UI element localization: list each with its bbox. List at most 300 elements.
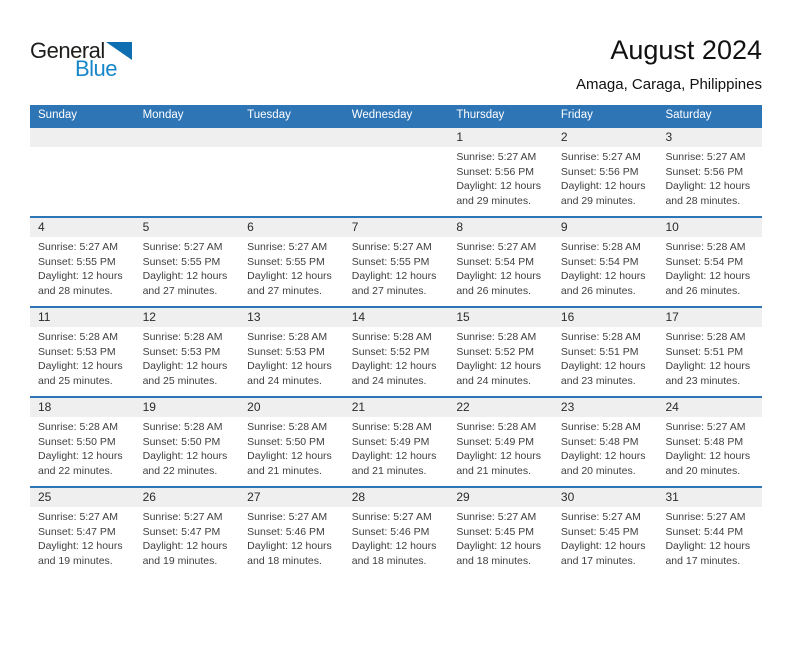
daylight-line-text: Daylight: (38, 270, 79, 282)
sunset-line-text: 5:52 PM (390, 345, 430, 358)
sunrise-line (38, 510, 131, 525)
daylight-line-2 (665, 464, 758, 479)
daylight-line-text: 12 hours (604, 270, 646, 282)
daylight-line-2-text: and 17 minutes. (665, 554, 741, 567)
sunrise-line-text: 5:27 AM (706, 511, 746, 523)
empty-day-cell (239, 128, 344, 147)
sunrise-line (38, 420, 131, 435)
daylight-line-text: 12 hours (395, 540, 437, 552)
daylight-line (561, 449, 654, 464)
day-cell-info (30, 327, 135, 388)
day-cell-info (239, 327, 344, 388)
daylight-line-2 (456, 284, 549, 299)
day-cell-info (657, 237, 762, 298)
sunset-line (247, 435, 340, 450)
empty-day-info (30, 147, 135, 208)
sunrise-line-text: Sunrise: (560, 151, 600, 163)
daylight-line-2-text: and 25 minutes. (142, 374, 218, 387)
sunrise-line-text: Sunrise: (665, 331, 704, 343)
daylight-line-text: Daylight: (38, 540, 79, 552)
day-number: 3 (665, 130, 673, 144)
daylight-line-2 (665, 554, 758, 569)
sunrise-line-text: Sunrise: (38, 421, 77, 433)
day-number: 6 (247, 220, 254, 234)
day-number: 4 (38, 220, 45, 234)
sunrise-line-text: Sunrise: (38, 511, 77, 523)
daylight-line-text: Daylight: (665, 540, 707, 552)
day-number: 19 (142, 400, 156, 414)
sunrise-line-text: 5:27 AM (706, 151, 746, 163)
daylight-line-text: Daylight: (456, 270, 498, 282)
date-band (30, 218, 762, 237)
sunset-line-text: Sunset: (351, 435, 388, 448)
daylight-line (38, 269, 131, 284)
daylight-line-2-text: and 23 minutes. (665, 374, 741, 387)
sunset-line-text: Sunset: (456, 255, 492, 268)
sunrise-line-text: 5:27 AM (79, 511, 118, 523)
daylight-line-2-text: and 24 minutes. (456, 374, 532, 387)
calendar-page (0, 34, 792, 646)
daylight-line (456, 359, 549, 374)
day-cell-info (448, 417, 553, 478)
sunrise-line-text: Sunrise: (247, 241, 286, 253)
day-cell-info (30, 507, 135, 568)
day-number: 30 (560, 490, 575, 504)
day-cell-info (344, 327, 449, 388)
daylight-line-2 (665, 374, 758, 389)
sunset-line-text: Sunset: (38, 525, 74, 538)
day-number: 28 (351, 490, 366, 504)
daylight-line-2 (38, 554, 131, 569)
daylight-line-text: Daylight: (351, 360, 393, 372)
week-row (30, 396, 762, 486)
sunrise-line (456, 510, 549, 525)
sunrise-line (665, 150, 758, 165)
daylight-line-text: Daylight: (560, 180, 602, 192)
daylight-line-2 (247, 284, 340, 299)
daylight-line (456, 269, 549, 284)
sunset-line-text: Sunset: (665, 345, 702, 358)
sunrise-line-text: 5:28 AM (497, 421, 537, 433)
sunrise-line-text: Sunrise: (142, 331, 182, 343)
sunrise-line-text: Sunrise: (456, 331, 495, 343)
sunrise-line-text: 5:27 AM (602, 151, 641, 163)
sunset-line-text: Sunset: (456, 165, 492, 178)
sunrise-line-text: Sunrise: (560, 511, 600, 523)
daylight-line-text: Daylight: (665, 270, 707, 282)
sunset-line-text: 5:55 PM (390, 255, 430, 268)
daylight-line (38, 359, 131, 374)
sunrise-line-text: 5:28 AM (706, 331, 746, 343)
sunset-line (352, 525, 445, 540)
sunrise-line-text: 5:27 AM (497, 151, 537, 163)
day-number: 17 (665, 310, 679, 324)
sunrise-line-text: 5:28 AM (79, 331, 118, 343)
sunset-line-text: Sunset: (456, 525, 492, 538)
daylight-line-2-text: and 21 minutes. (456, 464, 532, 477)
sunrise-line (665, 240, 758, 255)
daylight-line-text: 12 hours (500, 270, 541, 282)
sunset-line-text: Sunset: (665, 255, 702, 268)
sunset-line-text: 5:53 PM (76, 345, 116, 358)
sunrise-line-text: 5:27 AM (288, 511, 328, 523)
sunrise-line-text: 5:27 AM (184, 241, 223, 253)
daylight-line-text: 12 hours (709, 450, 751, 462)
sunset-line-text: Sunset: (142, 435, 179, 448)
daylight-line-text: 12 hours (709, 540, 751, 552)
sunrise-line (247, 240, 340, 255)
day-cell-info (657, 417, 762, 478)
daylight-line-2-text: and 27 minutes. (142, 284, 218, 297)
daylight-line-text: 12 hours (500, 540, 541, 552)
daylight-line-text: 12 hours (81, 270, 123, 282)
daylight-line-text: Daylight: (142, 270, 184, 282)
sunset-line (38, 435, 131, 450)
sunrise-line-text: Sunrise: (142, 421, 182, 433)
day-number: 9 (560, 220, 568, 234)
daylight-line-text: Daylight: (456, 450, 498, 462)
daylight-line-2-text: and 25 minutes. (38, 374, 113, 387)
daylight-line (352, 449, 445, 464)
daylight-line-2-text: and 28 minutes. (38, 284, 113, 297)
daylight-line-2-text: and 29 minutes. (456, 194, 532, 207)
sunrise-line (352, 240, 445, 255)
sunrise-line-text: 5:28 AM (184, 421, 223, 433)
sunrise-line-text: Sunrise: (560, 421, 600, 433)
sunset-line-text: Sunset: (142, 345, 179, 358)
daylight-line-2 (665, 194, 758, 209)
sunset-line-text: 5:49 PM (494, 435, 534, 448)
daylight-line-text: 12 hours (290, 540, 332, 552)
day-info-row (30, 327, 762, 388)
day-cell-info (448, 237, 553, 298)
daylight-line (561, 269, 654, 284)
day-cell-info (657, 327, 762, 388)
day-cell-info (448, 147, 553, 208)
day-number: 2 (560, 130, 568, 144)
sunset-line-text: 5:50 PM (285, 435, 325, 448)
sunset-line (38, 525, 131, 540)
sunset-line (665, 345, 758, 360)
day-info-row (30, 507, 762, 568)
daylight-line-text: 12 hours (709, 180, 751, 192)
daylight-line-text: 12 hours (186, 450, 228, 462)
page-title: August 2024 (610, 35, 762, 65)
daylight-line-2-text: and 19 minutes. (142, 554, 218, 567)
sunset-line-text: Sunset: (247, 255, 283, 268)
sunset-line (561, 525, 654, 540)
daylight-line-2-text: and 18 minutes. (456, 554, 532, 567)
daylight-line (143, 449, 236, 464)
empty-day-info (344, 147, 449, 208)
daylight-line (38, 539, 131, 554)
daylight-line-text: 12 hours (500, 360, 541, 372)
daylight-line-2 (38, 374, 131, 389)
daylight-line-2 (38, 284, 131, 299)
sunset-line-text: 5:51 PM (599, 345, 639, 358)
day-cell-info (657, 507, 762, 568)
day-cell-info (30, 417, 135, 478)
daylight-line-2-text: and 26 minutes. (456, 284, 532, 297)
sunrise-line (38, 240, 131, 255)
sunrise-line-text: 5:27 AM (184, 511, 223, 523)
day-number: 23 (560, 400, 575, 414)
day-cell-info (657, 147, 762, 208)
sunrise-line-text: 5:27 AM (706, 421, 746, 433)
daylight-line-2 (456, 554, 549, 569)
day-number: 15 (456, 310, 470, 324)
date-band (30, 128, 762, 147)
day-cell-info (135, 417, 240, 478)
daylight-line-2 (561, 284, 654, 299)
sunset-line-text: 5:56 PM (599, 165, 639, 178)
week-row (30, 126, 762, 216)
daylight-line-2 (352, 464, 445, 479)
daylight-line-text: 12 hours (81, 540, 123, 552)
daylight-line-text: 12 hours (186, 270, 228, 282)
sunset-line (456, 345, 549, 360)
sunrise-line-text: 5:28 AM (602, 241, 641, 253)
daylight-line-2-text: and 22 minutes. (142, 464, 218, 477)
day-number: 14 (351, 310, 366, 324)
sunset-line-text: Sunset: (560, 165, 597, 178)
daylight-line (352, 359, 445, 374)
sunset-line-text: Sunset: (560, 255, 597, 268)
daylight-line-text: 12 hours (500, 180, 541, 192)
sunrise-line-text: Sunrise: (665, 511, 704, 523)
daylight-line-2-text: and 27 minutes. (247, 284, 322, 297)
sunrise-line-text: 5:28 AM (706, 241, 746, 253)
sunrise-line (143, 240, 236, 255)
daylight-line (247, 539, 340, 554)
day-number: 16 (560, 310, 575, 324)
date-band (30, 308, 762, 327)
daylight-line (456, 539, 549, 554)
sunset-line-text: 5:47 PM (181, 525, 221, 538)
daylight-line-text: Daylight: (456, 360, 498, 372)
weekday-header-row (30, 105, 762, 126)
sunset-line (456, 165, 549, 180)
day-cell-info (448, 507, 553, 568)
daylight-line-2-text: and 17 minutes. (560, 554, 636, 567)
daylight-line (247, 359, 340, 374)
sunset-line (665, 525, 758, 540)
month-calendar (30, 105, 762, 576)
sunset-line-text: Sunset: (456, 435, 492, 448)
daylight-line (665, 179, 758, 194)
sunrise-line-text: Sunrise: (351, 331, 391, 343)
daylight-line-text: Daylight: (247, 540, 289, 552)
sunset-line-text: Sunset: (38, 255, 74, 268)
daylight-line-text: 12 hours (186, 540, 228, 552)
sunset-line (456, 255, 549, 270)
daylight-line-2 (561, 464, 654, 479)
sunrise-line-text: Sunrise: (665, 241, 704, 253)
sunrise-line-text: Sunrise: (247, 421, 286, 433)
sunrise-line (247, 510, 340, 525)
day-cell-info (239, 507, 344, 568)
day-number: 22 (456, 400, 470, 414)
daylight-line-2 (665, 284, 758, 299)
day-info-row (30, 147, 762, 208)
empty-day-cell (344, 128, 449, 147)
sunset-line (247, 345, 340, 360)
sunset-line (561, 165, 654, 180)
daylight-line (143, 539, 236, 554)
sunset-line-text: Sunset: (665, 165, 702, 178)
sunrise-line-text: 5:27 AM (288, 241, 328, 253)
sunset-line-text: Sunset: (351, 345, 388, 358)
day-number: 8 (456, 220, 463, 234)
daylight-line-text: 12 hours (186, 360, 228, 372)
daylight-line-text: Daylight: (351, 270, 393, 282)
sunset-line-text: 5:46 PM (390, 525, 430, 538)
sunrise-line-text: Sunrise: (351, 511, 391, 523)
daylight-line-text: Daylight: (560, 360, 602, 372)
daylight-line-2 (456, 464, 549, 479)
sunrise-line (665, 510, 758, 525)
day-number: 11 (38, 310, 51, 324)
daylight-line-text: 12 hours (395, 270, 437, 282)
day-cell-info (448, 327, 553, 388)
sunrise-line-text: Sunrise: (560, 331, 600, 343)
sunrise-line-text: 5:27 AM (393, 241, 432, 253)
daylight-line-text: 12 hours (604, 450, 646, 462)
sunset-line-text: Sunset: (560, 435, 597, 448)
sunset-line-text: Sunset: (38, 345, 74, 358)
sunset-line-text: 5:55 PM (181, 255, 221, 268)
daylight-line-2 (456, 194, 549, 209)
daylight-line-text: 12 hours (81, 360, 123, 372)
daylight-line-2-text: and 26 minutes. (665, 284, 741, 297)
sunrise-line (247, 330, 340, 345)
sunset-line-text: 5:50 PM (76, 435, 116, 448)
daylight-line-2 (561, 554, 654, 569)
daylight-line-2-text: and 19 minutes. (38, 554, 113, 567)
sunrise-line-text: Sunrise: (456, 511, 495, 523)
sunrise-line (352, 330, 445, 345)
daylight-line-2 (352, 284, 445, 299)
day-cell-info (553, 507, 658, 568)
sunset-line-text: Sunset: (560, 525, 597, 538)
sunrise-line (352, 510, 445, 525)
sunset-line-text: Sunset: (665, 525, 702, 538)
weekday-wednesday: Wednesday (351, 109, 413, 121)
day-number: 5 (142, 220, 150, 234)
daylight-line-2-text: and 22 minutes. (38, 464, 113, 477)
daylight-line-text: Daylight: (351, 450, 393, 462)
sunrise-line-text: Sunrise: (665, 421, 704, 433)
sunrise-line-text: 5:27 AM (497, 511, 537, 523)
sunset-line (352, 255, 445, 270)
daylight-line (456, 179, 549, 194)
sunset-line-text: 5:56 PM (704, 165, 744, 178)
sunrise-line-text: 5:28 AM (393, 331, 432, 343)
sunset-line-text: 5:48 PM (704, 435, 744, 448)
daylight-line-text: Daylight: (665, 360, 707, 372)
sunrise-line (352, 420, 445, 435)
sunset-line-text: Sunset: (351, 255, 388, 268)
daylight-line-2-text: and 26 minutes. (560, 284, 636, 297)
sunset-line-text: Sunset: (142, 525, 179, 538)
daylight-line-text: Daylight: (38, 450, 79, 462)
daylight-line-2 (143, 374, 236, 389)
sunrise-line (561, 420, 654, 435)
sunrise-line-text: 5:28 AM (288, 421, 328, 433)
daylight-line (561, 539, 654, 554)
day-info-row (30, 237, 762, 298)
daylight-line-2-text: and 23 minutes. (560, 374, 636, 387)
sunrise-line-text: Sunrise: (456, 151, 495, 163)
sunset-line-text: Sunset: (142, 255, 179, 268)
daylight-line (38, 449, 131, 464)
sunset-line (665, 255, 758, 270)
sunrise-line (456, 240, 549, 255)
daylight-line-text: 12 hours (709, 270, 751, 282)
weekday-friday: Friday (560, 109, 593, 121)
sunset-line (38, 345, 131, 360)
sunset-line (456, 525, 549, 540)
daylight-line-text: Daylight: (142, 450, 184, 462)
daylight-line-text: Daylight: (560, 450, 602, 462)
sunset-line (352, 345, 445, 360)
day-number: 13 (247, 310, 261, 324)
day-cell-info (30, 237, 135, 298)
weekday-tuesday: Tuesday (247, 109, 291, 121)
daylight-line-2-text: and 21 minutes. (247, 464, 322, 477)
day-cell-info (553, 237, 658, 298)
sunset-line-text: 5:52 PM (494, 345, 534, 358)
daylight-line-text: Daylight: (665, 450, 707, 462)
day-number: 20 (247, 400, 261, 414)
sunrise-line-text: 5:28 AM (184, 331, 223, 343)
sunset-line-text: Sunset: (38, 435, 74, 448)
sunset-line-text: Sunset: (665, 435, 702, 448)
daylight-line-2-text: and 24 minutes. (247, 374, 322, 387)
daylight-line-2 (143, 464, 236, 479)
daylight-line-2 (247, 374, 340, 389)
daylight-line-2 (561, 194, 654, 209)
daylight-line-2 (143, 284, 236, 299)
daylight-line-2-text: and 24 minutes. (351, 374, 427, 387)
sunset-line-text: 5:56 PM (494, 165, 534, 178)
day-cell-info (239, 417, 344, 478)
sunrise-line (456, 330, 549, 345)
daylight-line-2 (247, 554, 340, 569)
logo-text-blue: Blue (75, 56, 118, 81)
daylight-line-2 (456, 374, 549, 389)
daylight-line-2 (38, 464, 131, 479)
logo-text-general: General (30, 38, 105, 63)
daylight-line-text: Daylight: (247, 270, 289, 282)
week-row (30, 216, 762, 306)
daylight-line (665, 359, 758, 374)
day-number: 24 (665, 400, 679, 414)
daylight-line (665, 269, 758, 284)
sunset-line (247, 255, 340, 270)
sunrise-line (561, 330, 654, 345)
sunset-line-text: 5:53 PM (181, 345, 221, 358)
sunset-line (143, 525, 236, 540)
sunset-line-text: Sunset: (247, 525, 283, 538)
daylight-line-text: 12 hours (709, 360, 751, 372)
sunrise-line-text: Sunrise: (142, 241, 182, 253)
day-number: 26 (142, 490, 156, 504)
sunset-line-text: 5:50 PM (181, 435, 221, 448)
day-cell-info (344, 237, 449, 298)
daylight-line (456, 449, 549, 464)
week-row (30, 306, 762, 396)
